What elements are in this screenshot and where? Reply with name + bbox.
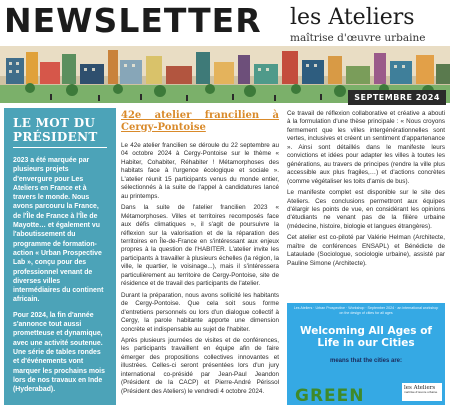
article-paragraph: Ce travail de réflexion collaborative et créative a abouti à la formulation d'une thèse principale : « Nous croyons fermement que les villes intergénérationnelles sont vertes, inclusives et créent un sentiment d'appartenance ». Ainsi sont détaillés dans le manifeste leurs convictions et idées pour adapter les villes à toutes les générations, au travers de principes (rendre la ville plus accessible aux plus fragiles,…) et d'actions concrètes (comme végétaliser les toits d'amis de bus). [287,110,445,185]
newsletter-title: NEWSLETTER [4,1,262,40]
poster-logo-name: les Ateliers [404,385,436,391]
article-paragraph: Durant la préparation, nous avons sollicité les habitants de Cergy-Pontoise. Que cela soit sous forme d'entretiens personnels ou lors d'un dialogue collectif à Cergy, la parole habitante apporte une dimension concrète et indispensable au sujet de l'habiter. [121,291,279,333]
date-badge: SEPTEMBRE 2024 [348,90,446,105]
article-paragraph: Dans la suite de l'atelier francilien 2023 « Métamorphoses. Villes et territoires recomposés face aux défis climatiques », il s'agit de poursuivre la réflexion sur la valorisation et de la réparation des territoires en Île-de-France en s'intéressant aux enjeux propres à la question de l'HABITER. L'atelier invite les participants à travailler à plusieurs échelles (la région, la ville, le quartier, le voisinage...), mais il s'intéressera particulièrement au territoire de Cergy-Pontoise, site de résidence et de travail des participants de l'atelier. [121,204,279,288]
article-column-2 [287,110,445,271]
poster-small-text: Les Ateliers · Urban Prospective · Workshop · September 2024 · an international workshop on the design of cities for all ages [293,306,439,315]
article-title[interactable]: 42e atelier francilien à Cergy-Pontoise [121,110,279,133]
org-tagline: maîtrise d'œuvre urbaine [290,32,426,44]
org-name[interactable]: les Ateliers [290,5,415,30]
poster-title: Welcoming All Ages of Life in our Cities [300,325,432,349]
article-paragraph: Après plusieurs journées de visites et de conférences, les participants travaillent en équipe afin de faire émerger des propositions collectives innovantes et illustrées. Celles-ci seront présentées lors d'un jury international co-présidé par Jean-Paul Jeandon (Président de la CACP) et Pierre-André Périssol (Président des Ateliers) le vendredi 4 octobre 2024. [121,336,279,395]
sidebar-heading: LE MOT DU PRÉSIDENT [13,116,107,148]
poster-subtitle: means that the cities are: [329,358,403,364]
sidebar-paragraph: 2023 a été marquée par plusieurs projets d'envergure pour Les Ateliers en France et à travers le monde. Nous avons parcouru la France, de l'Île de France à l'Île de Mayotte… et également vu l'aboutissement du programme de formation-action « Urban Prospective Lab », conçu pour des professionnel venant de diverses villes intermédiaires du continent africain. [13,157,104,304]
article-column-1 [121,110,279,399]
sidebar-paragraph: Pour 2024, la fin d'année s'annonce tout aussi prometteuse et dynamique, avec une activité soutenue. Une série de tables rondes et d'événements vont marquer les prochains mois lors de nos travaux en Inde (Hyderabad). [13,311,105,394]
workshop-poster[interactable] [287,303,445,405]
poster-green-word: GREEN [295,386,365,405]
article-paragraph: Cet atelier est co-piloté par Valérie Helman (Architecte, maître de conférences ENSAPL) et Bénédicte de Lataulade (Sociologue, sociologie urbaine), assisté par Pauline Simone (Architecte). [287,234,445,267]
poster-logo-tag: maîtrise d'œuvre urbaine [404,390,438,394]
poster-logo [402,383,442,401]
president-sidebar [4,108,116,405]
sidebar-text [13,156,107,394]
article-paragraph: Le 42e atelier francilien se déroule du 22 septembre au 04 octobre 2024 à Cergy-Pontoise sur le thème « Habiter, Cohabiter, Réhabiter ! Métamorphoses des habitats face à l'urgence écologique et sociale ». L'atelier réunit 15 participants venus du monde entier, sélectionnés à la suite de l'appel à candidatures lancé au printemps. [121,142,279,200]
article-paragraph: Le manifeste complet est disponible sur le site des Ateliers. Ces conclusions permettront aux équipes d'élargir les points de vue, en considérant les opinions d'étudiants ne venant pas de la filière urbaine (médecine, histoire, biologie et langues étrangères). [287,189,445,230]
